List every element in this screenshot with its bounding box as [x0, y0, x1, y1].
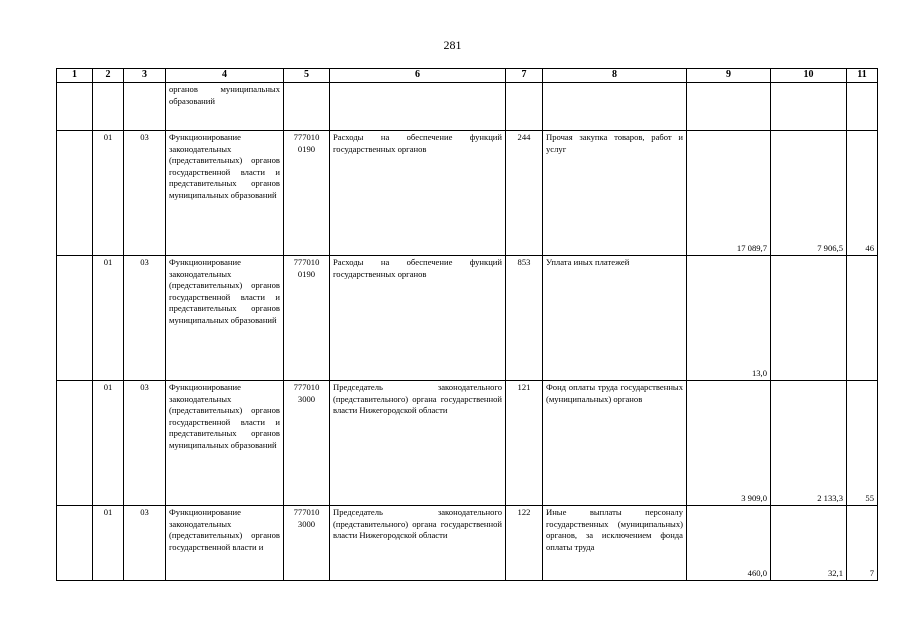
table-cell-col6: Председатель законодательного (представительного) органа государственной власти Нижегородской области: [330, 381, 506, 506]
table-cell-col11: 7: [847, 506, 878, 581]
table-row-continuation: [57, 83, 878, 131]
column-header: 9: [687, 69, 771, 83]
table-cell-col4: Функционирование законодательных (представительных) органов государственной власти и: [166, 506, 284, 581]
table-cell-col11: 46: [847, 131, 878, 256]
table-cell-col4: Функционирование законодательных (представительных) органов государственной власти и представительных органов муниципальных образований: [166, 131, 284, 256]
table-cell-col7: 121: [506, 381, 543, 506]
table-cell-col9: 3 909,0: [687, 381, 771, 506]
table-row: [57, 131, 878, 256]
table-cell-col2: 01: [93, 381, 124, 506]
table-cell-col10: 7 906,5: [771, 131, 847, 256]
table-cell-col11: 55: [847, 381, 878, 506]
table-cell-col2: 01: [93, 256, 124, 381]
table-cell-col3: 03: [124, 131, 166, 256]
table-cell-col10: 32,1: [771, 506, 847, 581]
table-row: [57, 506, 878, 581]
table-cell-col5: 777010 0190: [284, 131, 330, 256]
table-cell-col3: 03: [124, 381, 166, 506]
table-cell-col8: Иные выплаты персоналу государственных (муниципальных) органов, за исключением фонда оплаты труда: [543, 506, 687, 581]
table-cell-col2: 01: [93, 506, 124, 581]
column-header: 4: [166, 69, 284, 83]
table-cell-col9: 17 089,7: [687, 131, 771, 256]
table-cell-col8: Уплата иных платежей: [543, 256, 687, 381]
table-cell-col9: 460,0: [687, 506, 771, 581]
column-header: 7: [506, 69, 543, 83]
header-row: [57, 69, 878, 83]
column-header: 8: [543, 69, 687, 83]
table-cell-col7: 853: [506, 256, 543, 381]
table-cell-col5: 777010 3000: [284, 381, 330, 506]
table-cell-col8: Прочая закупка товаров, работ и услуг: [543, 131, 687, 256]
column-header: 11: [847, 69, 878, 83]
column-header: 3: [124, 69, 166, 83]
table-row: [57, 256, 878, 381]
table-row: [57, 381, 878, 506]
column-header: 5: [284, 69, 330, 83]
table-cell-col6: Председатель законодательного (представительного) органа государственной власти Нижегородской области: [330, 506, 506, 581]
budget-table: [56, 68, 878, 581]
table-cell-col10: 2 133,3: [771, 381, 847, 506]
table-cell-col3: 03: [124, 506, 166, 581]
table-cell-col4: Функционирование законодательных (представительных) органов государственной власти и представительных органов муниципальных образований: [166, 381, 284, 506]
table-cell-col4: Функционирование законодательных (представительных) органов государственной власти и представительных органов муниципальных образований: [166, 256, 284, 381]
table-cell-col7: 244: [506, 131, 543, 256]
table-cell-col6: Расходы на обеспечение функций государственных органов: [330, 131, 506, 256]
column-header: 2: [93, 69, 124, 83]
column-header: 6: [330, 69, 506, 83]
table-cell-col2: 01: [93, 131, 124, 256]
column-header: 1: [57, 69, 93, 83]
column-header: 10: [771, 69, 847, 83]
table-cell-col5: 777010 3000: [284, 506, 330, 581]
page-number: 281: [443, 38, 462, 52]
table-cell-col6: Расходы на обеспечение функций государственных органов: [330, 256, 506, 381]
table-cell-col10: [771, 256, 847, 381]
table-cell-col11: [847, 256, 878, 381]
table-cell-col8: Фонд оплаты труда государственных (муниципальных) органов: [543, 381, 687, 506]
table-cell-col4: органов муниципальных образований: [166, 83, 284, 131]
table-cell-col3: 03: [124, 256, 166, 381]
table-cell-col9: 13,0: [687, 256, 771, 381]
table-cell-col5: 777010 0190: [284, 256, 330, 381]
table-cell-col7: 122: [506, 506, 543, 581]
